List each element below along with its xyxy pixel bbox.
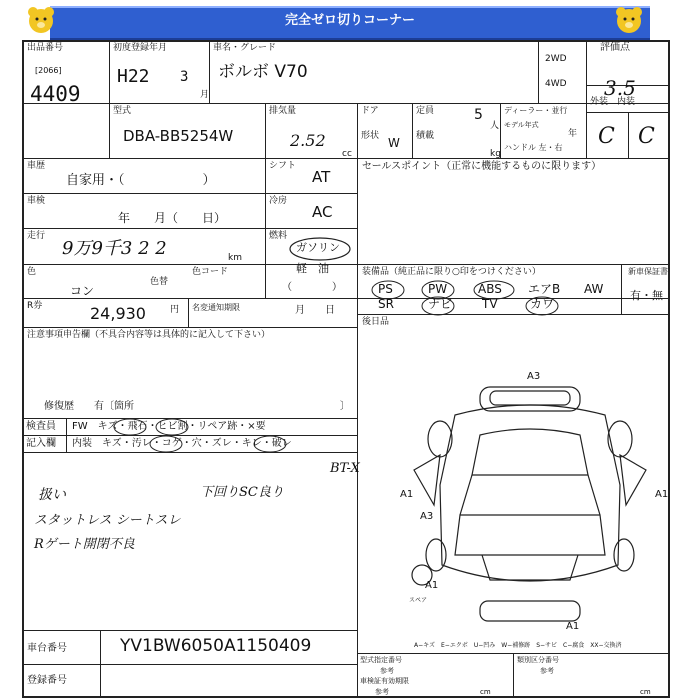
fuel-label: 燃料 xyxy=(269,231,288,241)
lot-sub-number: [2066] xyxy=(35,66,62,75)
bear-mascot-icon xyxy=(614,5,644,35)
car-diagram xyxy=(400,375,660,635)
shift-label: シフト xyxy=(269,161,297,171)
handle-label: ハンドル 左・右 xyxy=(504,143,563,152)
fuel-option-gasoline: ガソリン xyxy=(296,241,340,254)
registration-era: H22 xyxy=(117,66,150,87)
equipment-sr: SR xyxy=(378,297,394,311)
category-number-label: 類別区分番号 xyxy=(517,656,559,664)
first-registration-label: 初度登録年月 xyxy=(113,43,168,53)
hand-note-2: スタットレス シートスレ xyxy=(34,513,181,528)
type-designation-label: 型式指定番号 xyxy=(360,656,402,664)
cc-unit: cc xyxy=(342,149,352,159)
chassis-number: YV1BW6050A1150409 xyxy=(120,636,312,656)
displacement-value: 2.52 xyxy=(290,131,326,150)
cooler-value: AC xyxy=(312,203,333,221)
inspection-value: 年 月（ 日） xyxy=(118,211,227,225)
model-code: DBA-BB5254W xyxy=(123,127,234,145)
fuel-paren: （ ） xyxy=(282,282,342,293)
tax-value: 有・無 xyxy=(630,289,663,302)
lot-number-label: 出品番号 xyxy=(27,43,64,53)
equipment-navi: ナビ xyxy=(428,297,453,311)
equipment-abs: ABS xyxy=(478,282,502,296)
month-unit: 月 xyxy=(200,90,210,100)
color-label: 色 xyxy=(27,267,37,277)
model-label: 型式 xyxy=(113,106,132,116)
damage-mark-a3-left: A3 xyxy=(420,511,434,522)
bear-mascot-icon xyxy=(26,5,56,35)
repair-history: 修復歴 有〔箇所 xyxy=(44,401,134,412)
history-value: 自家用・（ ） xyxy=(66,173,216,188)
hand-note-3: Rゲート開閉不良 xyxy=(34,537,135,552)
spare-tire-label: スペア xyxy=(409,597,428,604)
equipment-pw: PW xyxy=(428,282,448,296)
registration-label: 登録番号 xyxy=(27,675,67,686)
entry-label: 記入欄 xyxy=(26,438,56,449)
hand-note-right: 下回りSC良り xyxy=(200,485,284,500)
equipment-circle-marks xyxy=(370,280,600,316)
damage-legend: A−キズ E−エクボ U−凹み W−補修跡 S−サビ C−腐食 XX−交換済 xyxy=(414,642,622,649)
fuel-option-diesel: 軽 油 xyxy=(296,262,329,275)
entry-row: 内装 キズ・汚レ・コゲ・穴・ズレ・キレ・破レ xyxy=(72,438,292,449)
mileage-label: 走行 xyxy=(27,231,46,241)
bt-x-note: BT-X xyxy=(330,461,360,476)
shape-value: W xyxy=(388,136,400,150)
fuel-circle-mark xyxy=(288,236,352,262)
car-name: ボルボ V70 xyxy=(218,62,308,82)
inspector-row: FW キズ・飛石・ヒビ割・リペア跡・×要 xyxy=(72,421,266,432)
transfer-value: 月 日 xyxy=(295,305,335,316)
equipment-aw: AW xyxy=(584,282,604,296)
color-code-label: 色コード xyxy=(192,267,229,277)
rating-score: 3.5 xyxy=(604,76,636,100)
inspection-label: 車検 xyxy=(27,196,46,206)
displacement-label: 排気量 xyxy=(269,106,297,116)
damage-mark-a1-bottom: A1 xyxy=(566,621,580,632)
repair-close-bracket: 〕 xyxy=(340,401,350,412)
exterior-interior-label: 外装 内装 xyxy=(590,97,636,107)
remark-circle-marks xyxy=(100,419,340,453)
dealer-label: ディーラー・並行 xyxy=(504,106,568,115)
equipment-leather: カワ xyxy=(530,297,555,311)
loading-label: 積載 xyxy=(416,131,435,141)
shift-value: AT xyxy=(312,168,331,186)
equipment-label: 装備品（純正品に限り○印をつけください） xyxy=(362,267,541,277)
damage-mark-a3-top: A3 xyxy=(527,371,541,382)
damage-mark-a1-right: A1 xyxy=(655,489,669,500)
later-items-label: 後日品 xyxy=(362,317,390,327)
type-designation-ref: 参考 xyxy=(380,667,394,675)
car-name-label: 車名・グレード xyxy=(213,43,277,53)
exterior-grade: C xyxy=(598,124,615,149)
drive-2wd: 2WD xyxy=(545,54,567,64)
drive-4wd: 4WD xyxy=(545,79,567,89)
registration-month: 3 xyxy=(180,69,189,85)
tax-label: 新車保証書 xyxy=(628,267,668,276)
color-change-label: 色替 xyxy=(150,277,169,287)
cooler-label: 冷房 xyxy=(269,196,288,206)
kg-unit: kg xyxy=(490,149,501,159)
rating-label: 評価点 xyxy=(600,42,630,53)
registration-expiry-label: 車検証有効期限 xyxy=(360,677,409,685)
category-number-ref: 参考 xyxy=(540,667,554,675)
lot-number: 4409 xyxy=(30,82,81,106)
shape-label: 形状 xyxy=(361,131,380,141)
doors-label: ドア xyxy=(361,106,379,116)
hand-note-1: 扱い xyxy=(38,487,66,503)
mileage-value: 9万9千3 2 2 xyxy=(62,238,167,259)
interior-grade: C xyxy=(638,124,655,149)
color-value: コン xyxy=(70,284,95,298)
cm-unit: cm xyxy=(480,688,491,696)
sales-point-label: セールスポイント（正常に機能するものに限ります） xyxy=(362,161,602,172)
recycle-label: R券 xyxy=(27,301,43,311)
year-unit: 年 xyxy=(568,129,578,139)
transfer-label: 名変通知期限 xyxy=(192,303,240,312)
chassis-label: 車台番号 xyxy=(27,643,67,654)
damage-mark-a1-rear: A1 xyxy=(425,580,439,591)
notes-label: 注意事項申告欄（不具合内容等は具体的に記入して下さい） xyxy=(27,330,271,340)
damage-mark-a1-left: A1 xyxy=(400,489,414,500)
inspector-label: 検査員 xyxy=(26,421,56,432)
person-unit: 人 xyxy=(490,121,500,131)
model-year-label: モデル年式 xyxy=(504,121,539,129)
capacity-label: 定員 xyxy=(416,106,435,116)
equipment-airbag: エアB xyxy=(528,282,561,296)
cm-unit: cm xyxy=(640,688,651,696)
equipment-ps: PS xyxy=(378,282,393,296)
history-label: 車歴 xyxy=(27,161,46,171)
yen-unit: 円 xyxy=(170,305,180,315)
header-title: 完全ゼロ切りコーナー xyxy=(284,13,415,28)
capacity-value: 5 xyxy=(474,107,483,123)
registration-expiry-ref: 参考 xyxy=(375,688,389,696)
equipment-tv: TV xyxy=(482,297,498,311)
km-unit: km xyxy=(228,253,242,263)
recycle-value: 24,930 xyxy=(90,304,146,323)
